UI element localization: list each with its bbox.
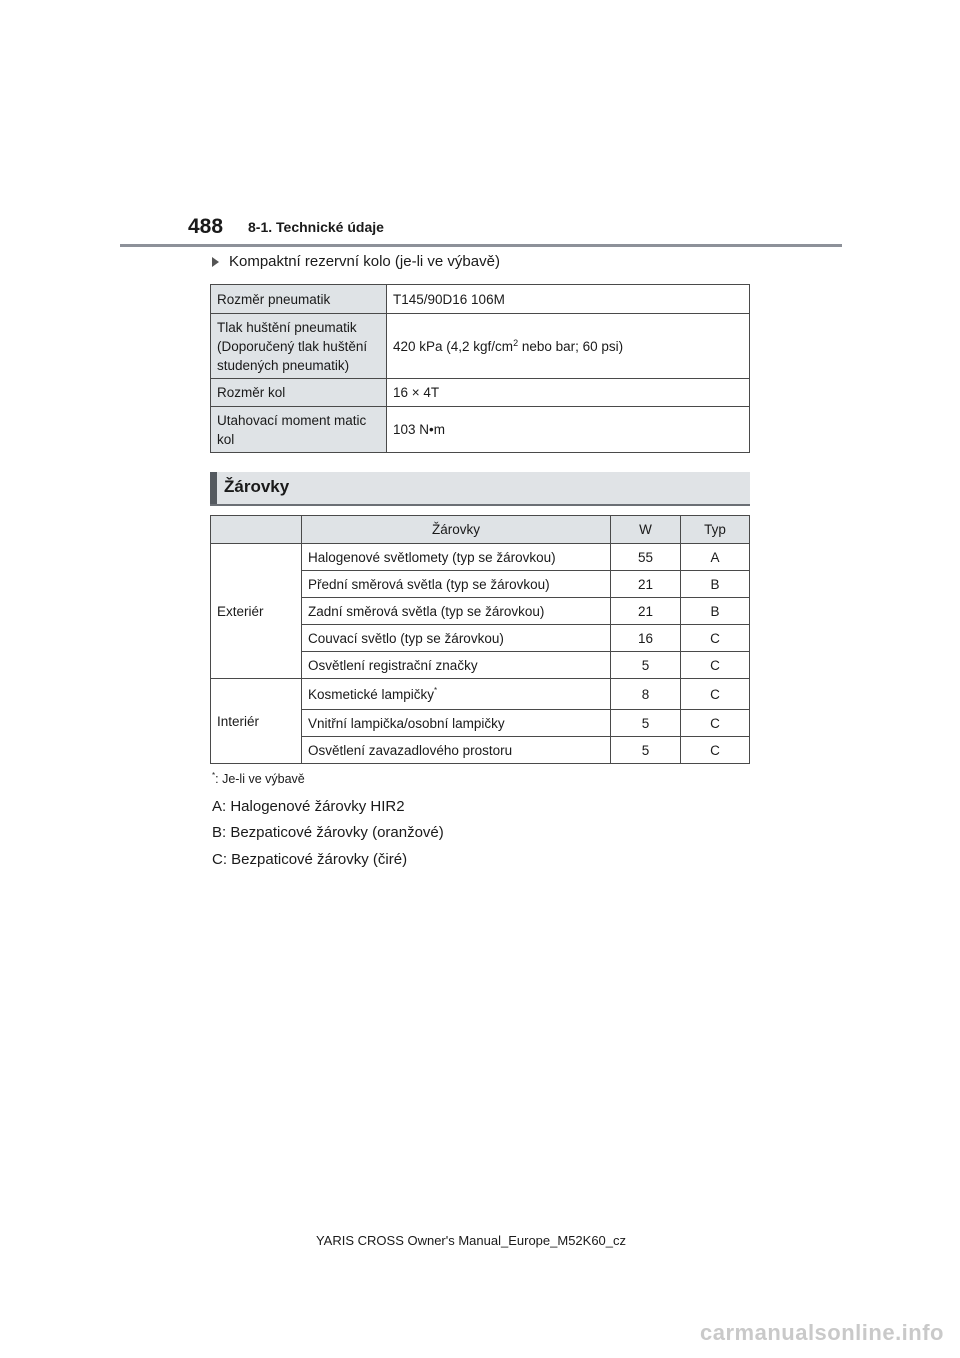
- bulb-watt: 5: [611, 652, 681, 679]
- spec-value-main: 420 kPa (4,2 kgf/cm: [393, 339, 514, 354]
- page-header: [0, 0, 960, 250]
- spec-value: 103 N•m: [387, 407, 750, 453]
- bulb-name: Osvětlení zavazadlového prostoru: [302, 737, 611, 764]
- spare-wheel-heading-text: Kompaktní rezervní kolo (je-li ve výbavě): [229, 253, 500, 270]
- bulb-name: Halogenové světlomety (typ se žárovkou): [302, 544, 611, 571]
- column-header: [211, 516, 302, 544]
- table-row: [211, 544, 750, 571]
- spec-label: [211, 314, 387, 379]
- bulb-name: Zadní směrová světla (typ se žárovkou): [302, 598, 611, 625]
- group-label: Interiér: [211, 679, 302, 764]
- spec-label-line: studených pneumatik): [217, 357, 350, 373]
- group-label: Exteriér: [211, 544, 302, 679]
- spec-label: Rozměr pneumatik: [211, 285, 387, 314]
- bulb-watt: 55: [611, 544, 681, 571]
- bulb-type: C: [681, 652, 750, 679]
- bulb-name: Přední směrová světla (typ se žárovkou): [302, 571, 611, 598]
- column-header: Typ: [681, 516, 750, 544]
- legend-item: C: Bezpaticové žárovky (čiré): [212, 851, 408, 868]
- table-row: [211, 314, 750, 379]
- bulb-type: C: [681, 679, 750, 710]
- bulb-watt: 16: [611, 625, 681, 652]
- bulb-watt: 21: [611, 598, 681, 625]
- bulb-type: B: [681, 598, 750, 625]
- spec-value-rest: nebo bar; 60 psi): [518, 339, 624, 354]
- page-footer: [0, 1233, 960, 1248]
- spec-label: Rozměr kol: [211, 379, 387, 407]
- bulb-watt: 8: [611, 679, 681, 710]
- bulb-type: C: [681, 625, 750, 652]
- page-number: 488: [188, 215, 224, 238]
- bulb-name: Osvětlení registrační značky: [302, 652, 611, 679]
- table-row: [211, 407, 750, 453]
- spec-value: [387, 314, 750, 379]
- spec-label-line: kol: [217, 431, 235, 447]
- bulbs-section-banner: [210, 472, 750, 506]
- bulb-name: [302, 679, 611, 710]
- bulbs-section-title: Žárovky: [224, 477, 290, 496]
- section-title: 8-1. Technické údaje: [248, 219, 384, 235]
- footnote-text: : Je-li ve výbavě: [215, 772, 305, 786]
- table-row: [211, 379, 750, 407]
- bulb-type: C: [681, 737, 750, 764]
- spare-wheel-spec-table: [210, 284, 750, 453]
- legend-item: A: Halogenové žárovky HIR2: [212, 798, 405, 815]
- bulbs-table: [210, 515, 750, 764]
- bulb-type: C: [681, 710, 750, 737]
- legend-item: B: Bezpaticové žárovky (oranžové): [212, 824, 444, 841]
- spec-value: T145/90D16 106M: [387, 285, 750, 314]
- spec-value: 16 × 4T: [387, 379, 750, 407]
- superscript: 2: [513, 338, 519, 348]
- spec-label-line: Utahovací moment matic: [217, 412, 367, 428]
- column-header: Žárovky: [302, 516, 611, 544]
- bulb-type: A: [681, 544, 750, 571]
- footnote-mark: *: [434, 686, 438, 695]
- bulb-type: B: [681, 571, 750, 598]
- table-header-row: [211, 516, 750, 544]
- table-row: [211, 285, 750, 314]
- header-divider: [120, 244, 842, 247]
- table-row: [211, 679, 750, 710]
- footnote-mark: *: [212, 771, 216, 780]
- bulb-watt: 5: [611, 737, 681, 764]
- banner-accent-bar: [210, 472, 217, 504]
- spec-label-line: (Doporučený tlak huštění: [217, 338, 368, 354]
- spec-label-line: Tlak huštění pneumatik: [217, 319, 357, 335]
- watermark: carmanualsonline.info: [700, 1320, 944, 1345]
- bulb-watt: 5: [611, 710, 681, 737]
- footnote: [212, 771, 305, 786]
- bulb-name: Vnitřní lampička/osobní lampičky: [302, 710, 611, 737]
- spec-label: [211, 407, 387, 453]
- bulb-name: Couvací světlo (typ se žárovkou): [302, 625, 611, 652]
- footer-text: YARIS CROSS Owner's Manual_Europe_M52K60_cz: [315, 1233, 627, 1248]
- spare-wheel-heading: [212, 253, 500, 270]
- bulb-name-text: Kosmetické lampičky: [308, 687, 435, 702]
- bulb-watt: 21: [611, 571, 681, 598]
- triangle-bullet-icon: [212, 257, 219, 267]
- column-header: W: [611, 516, 681, 544]
